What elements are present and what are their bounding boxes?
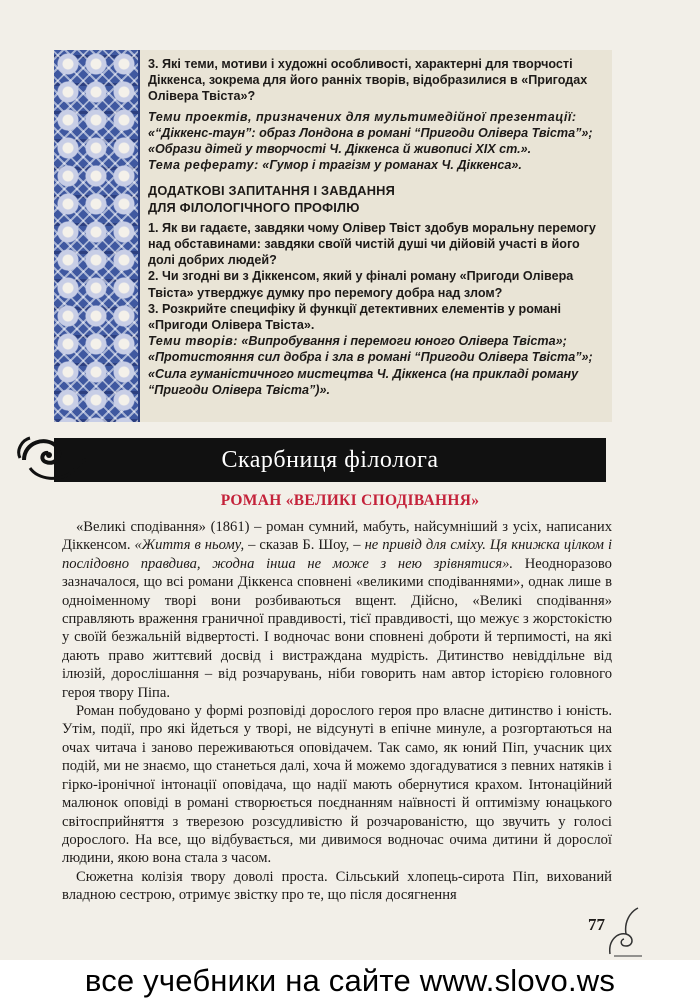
projects-topics [148,109,606,158]
paragraph-3: Сюжетна колізія твору доволі проста. Сільський хлопець-сирота Піп, вихований владною сестрою, отримує звістку про те, що після досягнення [62,868,612,904]
paragraph-1 [62,518,612,702]
article-body [62,518,612,905]
p1-quote-1: «Життя в ньому, [134,537,245,554]
banner-title: Скарбниця філолога [221,447,439,473]
report-label: Тема реферату: [148,158,259,173]
site-watermark: все учебники на сайте www.slovo.ws [0,960,700,1001]
article-title: РОМАН «ВЕЛИКІ СПОДІВАННЯ» [220,492,480,509]
question-3: 3. Які теми, мотиви і художні особливості, характерні для творчості Діккенса, зокрема для його ранніх творів, відобразилися в «Пригодах Олівера Твіста»? [148,57,588,104]
ornament-strip [54,50,140,422]
extra-question-1: 1. Як ви гадаєте, завдяки чому Олівер Твіст здобув моральну перемогу над обставинами: завдяки своїй чистій душі чи дійовій участі в його долі добрих людей? [148,220,596,268]
report-topic [148,157,606,173]
p1-text-b: – сказав Б. Шоу, – [244,537,365,554]
p1-quote-2: не привід для сміху. Ця книжка цілком і послідовно правдива, жодна інша не може з нею зрівнятися». [62,537,612,572]
extra-heading-1: ДОДАТКОВІ ЗАПИТАННЯ І ЗАВДАННЯ [148,183,396,199]
p1-text-a: «Великі сподівання» (1861) – роман сумний, мабуть, найсумніший з усіх, написаних Діккенсом. [62,519,612,554]
corner-flourish-icon [604,904,644,958]
p1-text-c: Неодноразово зазначалося, що всі романи Діккенса сповнені «великими сподіваннями», однак лише в одноіменному творі вони розбиваються вщент. Дійсно, «Великі сподівання» справляють враження граничної правдивості, тієї правдивості, що межує з жорстокістю у своїй безжальній відвертості. І водночас вони сповнені доброти й терпимості, на які дають право життєвий досвід і вистраждана мудрість. Дитинство невіддільне від ілюзій, дорослішання – від розчарувань, ніби говорить нам автор історією головного героя твору Піпа. [62,555,612,701]
swirl-ornament-icon [16,428,88,490]
essay-topics [148,333,606,398]
paragraph-2: Роман побудовано у формі розповіді дорослого героя про власне дитинство і юність. Утім, події, про які йдеться у творі, не відсунуті в епічне минуле, а розгортаються на очах читача і заново переживаються оповідачем. Так само, як юний Піп, учасник цих подій, ми не знаємо, що станеться далі, хоча й можемо здогадуватися з певних натяків і гірко-іронічної інтонації оповідача, що надії мають обернутися крахом. Інтонаційний малюнок оповіді в романі створюється поєднанням наївності й оптимізму юнацького світосприйняття з тверезою розсудливістю й розчарованістю, що звучить у голосі дорослого. На все, що відбувається, ми дивимося водночас очима дитини й дорослої людини, якою вона стала з часом. [62,703,612,867]
extra-heading-2: ДЛЯ ФІЛОЛОГІЧНОГО ПРОФІЛЮ [148,199,360,215]
extra-question-2: 2. Чи згодні ви з Діккенсом, який у фіналі роману «Пригоди Олівера Твіста» утверджує думку про перемогу добра над злом? [148,269,574,300]
essays-label: Теми творів: [148,334,238,349]
projects-label: Теми проектів, призначених для мультимедійної презентації: [148,109,577,124]
page-number: 77 [588,915,605,934]
tasks-text [148,56,606,398]
projects-text: «“Діккенс-таун”: образ Лондона в романі “Пригоди Олівера Твіста”»; «Образи дітей у творчості Ч. Діккенса й живописі XIX ст.». [148,125,593,157]
section-banner [54,438,606,482]
essays-text: «Випробування і перемоги юного Олівера Твіста»; «Протистояння сил добра і зла в романі “Пригоди Олівера Твіста”»; «Сила гуманістичного мистецтва Ч. Діккенса (на прикладі роману “Пригоди Олівера Твіста”)». [148,334,593,397]
extra-question-3: 3. Розкрийте специфіку й функції детективних елементів у романі «Пригоди Олівера Твіста». [148,301,562,333]
report-text: «Гумор і трагізм у романах Ч. Діккенса». [258,158,522,173]
